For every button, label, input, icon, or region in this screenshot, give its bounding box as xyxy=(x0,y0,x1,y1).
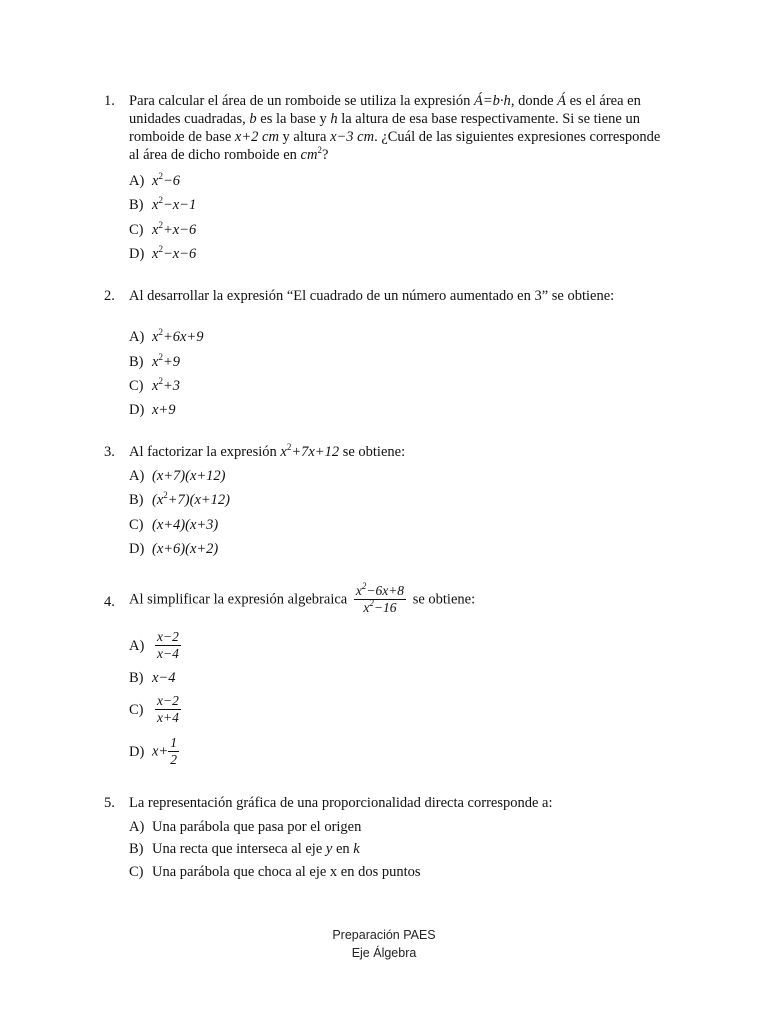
option-4a[interactable]: A) $\frac{x-2}{x-4}$ xyxy=(129,629,179,661)
option-3b[interactable]: B) $(x^2+7)(x+12)$ xyxy=(129,490,231,508)
question-3-number: 3. xyxy=(104,444,115,460)
fraction-4d: $\frac{1}{2}$ xyxy=(170,735,177,767)
option-2a[interactable]: A) $x^2+6x+9$ xyxy=(129,327,204,345)
option-3d[interactable]: D) (x+6)(x+2) xyxy=(129,541,219,557)
footer-subtitle: Eje Álgebra xyxy=(351,946,417,960)
question-2-stem: Al desarrollar la expresión “El cuadrado de un número aumentado en 3” se obtiene: xyxy=(129,288,615,304)
option-1a[interactable]: A) $x^2-6$ xyxy=(129,171,180,189)
question-5-stem: La representación gráfica de una proporcionalidad directa corresponde a: xyxy=(129,795,553,811)
question-5-number: 5. xyxy=(104,795,115,811)
area-formula: Á=b·h xyxy=(474,93,511,109)
option-3c[interactable]: C) (x+4)(x+3) xyxy=(129,517,219,533)
option-4b[interactable]: B) x−4 xyxy=(129,670,176,686)
footer-title: Preparación PAES xyxy=(332,928,436,942)
option-4d[interactable]: D) x+ $\frac{1}{2}$ xyxy=(129,735,177,767)
question-3-stem: Al factorizar la expresión $x^2+7x+12$ se obtiene: xyxy=(129,442,406,460)
question-4-fraction: $\frac{x^2-6x+8}{x^2-16}$ xyxy=(355,581,405,615)
option-1c[interactable]: C) $x^2+x-6$ xyxy=(129,220,197,238)
option-2c[interactable]: C) $x^2+3$ xyxy=(129,376,180,394)
question-1-number: 1. xyxy=(104,93,115,109)
question-2-number: 2. xyxy=(104,288,115,304)
fraction-4a: $\frac{x-2}{x-4}$ xyxy=(157,629,179,661)
option-5a[interactable]: A) Una parábola que pasa por el origen xyxy=(129,819,362,835)
option-3a[interactable]: A) (x+7)(x+12) xyxy=(129,468,226,484)
option-5b[interactable]: B) Una recta que interseca al eje y en k xyxy=(129,841,360,857)
option-1d[interactable]: D) $x^2-x-6$ xyxy=(129,244,197,262)
option-2d[interactable]: D) x+9 xyxy=(129,402,176,418)
option-4c[interactable]: C) $\frac{x-2}{x+4}$ xyxy=(129,693,179,725)
question-4-number: 4. xyxy=(104,594,115,610)
question-1-stem: Para calcular el área de un romboide se utiliza la expresión Á=b·h, donde Á es el área en unidades cuadradas, b es la base y h la altura de esa base respectivamente. Si se tiene un romboide de base x+2 cm y altura x−3 cm. ¿Cuál de las siguientes expresiones corresponde al área de dicho romboide en $cm^2$? xyxy=(129,93,661,163)
fraction-4c: $\frac{x-2}{x+4}$ xyxy=(157,693,179,725)
question-4-stem: Al simplificar la expresión algebraica $\frac{x^2-6x+8}{x^2-16}$ se obtiene: xyxy=(129,581,476,615)
option-2b[interactable]: B) $x^2+9$ xyxy=(129,352,180,370)
option-1b[interactable]: B) $x^2-x-1$ xyxy=(129,195,197,213)
option-5c[interactable]: C) Una parábola que choca al eje x en dos puntos xyxy=(129,864,421,880)
